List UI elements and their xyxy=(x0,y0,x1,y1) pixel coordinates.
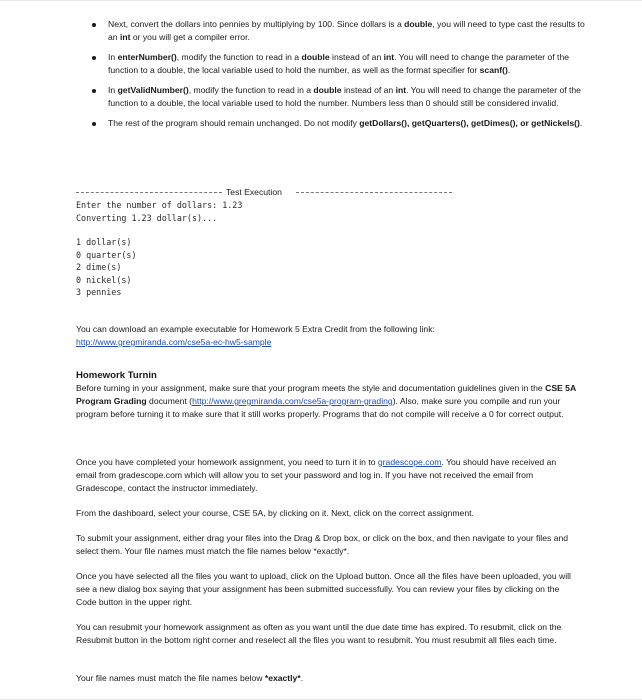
text: You can download an example executable for Homework 5 Extra Credit from the following link: xyxy=(76,324,435,334)
bold-text: double xyxy=(313,85,342,95)
bold-text: scanf() xyxy=(479,65,508,75)
text: The rest of the program should remain unchanged. Do not modify xyxy=(108,118,360,128)
text: , you will need to type cast the results to an xyxy=(108,19,585,42)
paragraph: You can resubmit your homework assignment as often as you want until the due date time has expired. To resubmit, click on the Resubmit button in the bottom right corner and reselect all the files you want to resubmit. You must resubmit all files each time. xyxy=(76,622,562,645)
text: ). Also, make sure you compile and run your program before turning it to make sure that it still works properly. Programs that do not compile will receive a 0 for correct output. xyxy=(76,396,564,419)
test-execution-label: Test Execution xyxy=(226,187,282,197)
list-item xyxy=(90,51,585,77)
text: , modify the function to read in a xyxy=(188,85,314,95)
paragraph xyxy=(76,382,576,421)
gradescope-link[interactable]: gradescope.com xyxy=(377,457,442,467)
bold-text: double xyxy=(404,19,433,29)
text: document ( xyxy=(146,396,193,406)
text: , modify the function to read in a xyxy=(176,52,302,62)
page-top-border xyxy=(0,0,642,1)
section-heading: Homework Turnin xyxy=(76,370,157,381)
text: . xyxy=(579,118,583,128)
text: Your file names must match the file names below xyxy=(76,673,265,683)
bold-text: int xyxy=(395,85,407,95)
paragraph xyxy=(76,456,576,495)
list-item xyxy=(90,84,585,110)
dashed-rule xyxy=(296,192,452,193)
paragraph xyxy=(76,672,576,685)
bold-text: *exactly* xyxy=(264,673,301,683)
text: In xyxy=(108,52,118,62)
text: . You should have received an email from gradescope.com which will allow you to set your password and log in. If you have not received the email from Gradescope, contact the instructor immediately. xyxy=(76,457,557,493)
bold-text: CSE 5A Program Grading xyxy=(76,383,576,406)
paragraph: To submit your assignment, either drag your files into the Drag & Drop box, or click on the box, and then navigate to your files and select them. Your file names must match the file names below *exactly*. xyxy=(76,533,569,556)
bold-text: int xyxy=(119,32,131,42)
list-item xyxy=(90,18,585,44)
text: Next, convert the dollars into pennies by multiplying by 100. Since dollars is a xyxy=(108,19,405,29)
instruction-list xyxy=(90,18,585,137)
dashed-rule xyxy=(76,192,222,193)
console-line: 1 dollar(s) xyxy=(76,237,132,247)
bold-text: double xyxy=(301,52,330,62)
text: In xyxy=(108,85,118,95)
console-line: 3 pennies xyxy=(76,287,122,298)
grading-guidelines-link[interactable]: http://www.gregmiranda.com/cse5a-program-grading xyxy=(192,396,393,406)
text: instead of an xyxy=(329,52,384,62)
bold-text: getValidNumber() xyxy=(117,85,189,95)
console-line: 0 nickel(s) xyxy=(76,274,132,285)
console-output xyxy=(76,236,137,299)
text: or you will get a compiler error. xyxy=(130,32,250,42)
text: . xyxy=(300,673,304,683)
text: Before turning in your assignment, make sure that your program meets the style and documentation guidelines given in the xyxy=(76,383,546,393)
text: . You will need to change the parameter of the function to a double, the local variable used to hold the number. Numbers less than 0 should still be considered invalid. xyxy=(108,85,581,108)
console-line: 0 quarter(s) xyxy=(76,249,137,260)
text: Once you have completed your homework assignment, you need to turn it in to xyxy=(76,457,378,467)
console-line: Enter the number of dollars: 1.23 xyxy=(76,200,243,210)
bold-text: enterNumber() xyxy=(117,52,177,62)
bold-text: getDollars(), getQuarters(), getDimes(), or getNickels() xyxy=(359,118,580,128)
console-line: Converting 1.23 dollar(s)... xyxy=(76,212,218,223)
test-execution-divider xyxy=(76,186,452,199)
paragraph: Once you have selected all the files you want to upload, click on the Upload button. Once all the files have been uploaded, you will see a new dialog box saying that your assignment has been submitted successfully. You can review your files by clicking on the Code button in the upper right. xyxy=(76,571,571,607)
paragraph: From the dashboard, select your course, CSE 5A, by clicking on it. Next, click on the correct assignment. xyxy=(76,508,474,518)
console-output xyxy=(76,199,242,224)
sample-download-link[interactable]: http://www.gregmiranda.com/cse5a-ec-hw5-sample xyxy=(76,337,272,347)
list-item xyxy=(90,117,585,130)
console-line: 2 dime(s) xyxy=(76,262,122,273)
download-paragraph xyxy=(76,323,576,349)
bold-text: int xyxy=(383,52,395,62)
text: . You will need to change the parameter of the function to a double, the local variable used to hold the number, as well as the format specifier for xyxy=(108,52,570,75)
text: . xyxy=(507,65,511,75)
text: instead of an xyxy=(341,85,396,95)
